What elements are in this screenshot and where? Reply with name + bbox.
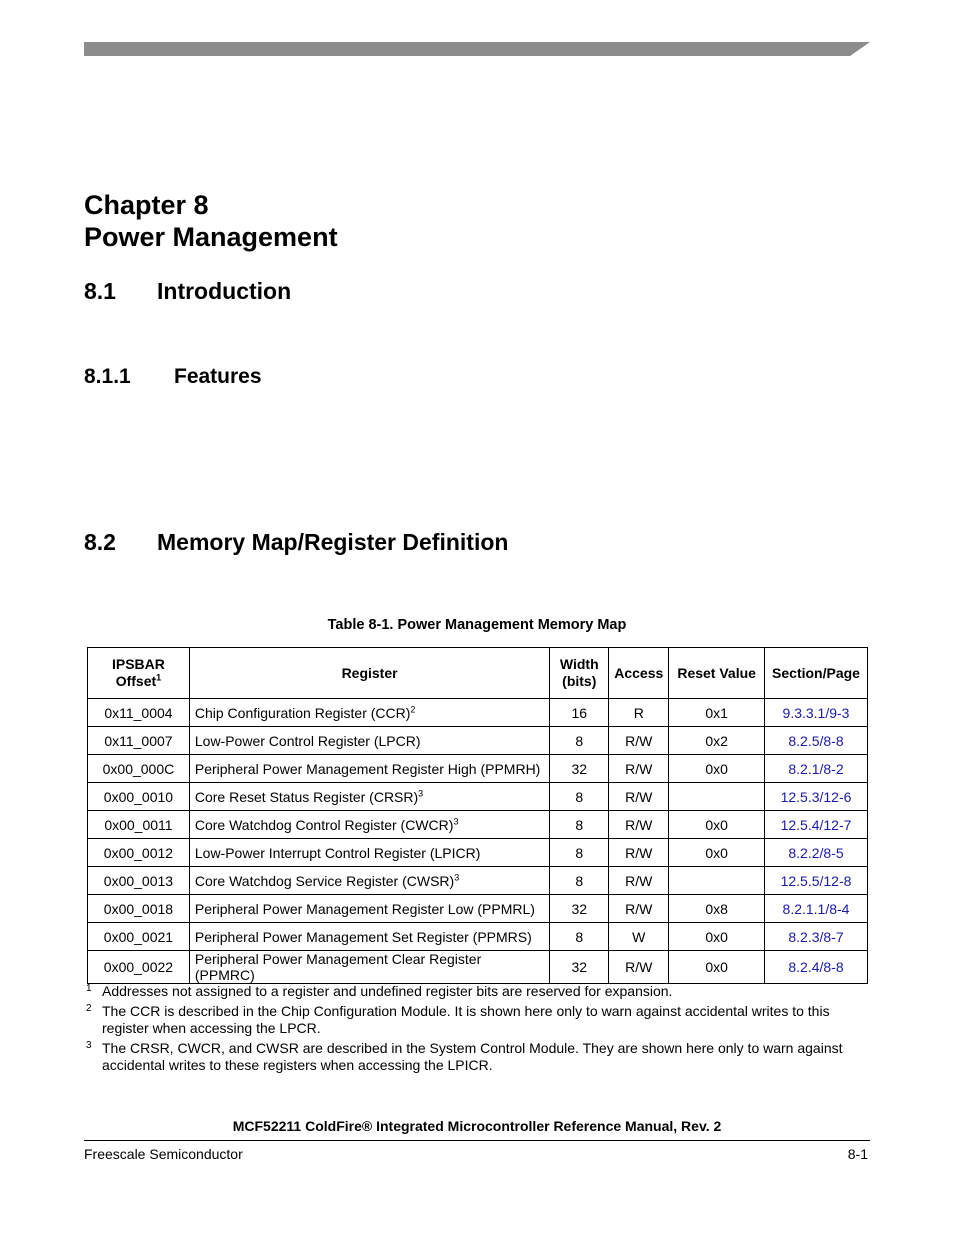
table-row <box>88 755 868 783</box>
footnote-number: 2 <box>86 1003 92 1014</box>
section-heading-8-2 <box>84 528 508 556</box>
cell-access: R/W <box>609 867 669 895</box>
cell-width: 8 <box>550 867 609 895</box>
cell-width: 8 <box>550 783 609 811</box>
section-number: 8.1.1 <box>84 365 131 388</box>
cell-section-link[interactable]: 8.2.5/8-8 <box>765 727 868 755</box>
cell-section-link[interactable]: 12.5.4/12-7 <box>765 811 868 839</box>
cell-access: R/W <box>609 895 669 923</box>
footnote-text: The CRSR, CWCR, and CWSR are described in the System Control Module. They are shown here only to warn against accidental writes to these registers when accessing the LPICR. <box>102 1040 843 1073</box>
table-caption: Table 8-1. Power Management Memory Map <box>327 617 627 633</box>
cell-section-link[interactable]: 8.2.2/8-5 <box>765 839 868 867</box>
footnote-ref: 3 <box>418 787 424 798</box>
cell-offset: 0x00_0012 <box>88 839 190 867</box>
header-bar <box>84 42 870 56</box>
table-row <box>88 951 868 984</box>
cell-access: R/W <box>609 811 669 839</box>
cell-width: 8 <box>550 811 609 839</box>
footnote-ref: 2 <box>410 703 416 714</box>
table-row <box>88 923 868 951</box>
cell-reset-value: 0x0 <box>669 839 765 867</box>
cell-section-link[interactable]: 8.2.1/8-2 <box>765 755 868 783</box>
table-row <box>88 867 868 895</box>
footnote-number: 1 <box>86 983 92 994</box>
cell-reset-value <box>669 867 765 895</box>
cell-offset: 0x00_000C <box>88 755 190 783</box>
section-heading-8-1 <box>84 277 291 305</box>
header-access: Access <box>609 648 669 699</box>
section-title: Features <box>174 365 262 388</box>
footnote-ref: 3 <box>453 815 459 826</box>
table-footnotes <box>84 983 870 1077</box>
cell-width: 32 <box>550 755 609 783</box>
footnote <box>84 1003 870 1037</box>
cell-reset-value: 0x0 <box>669 755 765 783</box>
cell-register: Low-Power Interrupt Control Register (LPICR) <box>189 839 549 867</box>
header-width: Width (bits) <box>550 648 609 699</box>
table-row <box>88 811 868 839</box>
cell-width: 32 <box>550 895 609 923</box>
table-row <box>88 727 868 755</box>
cell-width: 8 <box>550 727 609 755</box>
chapter-name: Power Management <box>84 222 338 252</box>
cell-section-link[interactable]: 9.3.3.1/9-3 <box>765 699 868 727</box>
cell-width: 8 <box>550 923 609 951</box>
cell-reset-value: 0x0 <box>669 923 765 951</box>
footer-company: Freescale Semiconductor <box>84 1146 243 1162</box>
footnote-text: The CCR is described in the Chip Configuration Module. It is shown here only to warn against accidental writes to this register when accessing the LPCR. <box>102 1003 830 1036</box>
section-heading-8-1-1 <box>84 364 262 390</box>
cell-reset-value: 0x8 <box>669 895 765 923</box>
header-reset-value: Reset Value <box>669 648 765 699</box>
cell-reset-value: 0x1 <box>669 699 765 727</box>
cell-section-link[interactable]: 12.5.3/12-6 <box>765 783 868 811</box>
cell-access: W <box>609 923 669 951</box>
memory-map-table <box>87 647 868 984</box>
cell-register: Chip Configuration Register (CCR)$^2$ <box>189 699 549 727</box>
footnote <box>84 1040 870 1074</box>
table-row <box>88 783 868 811</box>
cell-access: R/W <box>609 839 669 867</box>
cell-section-link[interactable]: 8.2.1.1/8-4 <box>765 895 868 923</box>
cell-access: R/W <box>609 783 669 811</box>
cell-width: 8 <box>550 839 609 867</box>
cell-offset: 0x00_0021 <box>88 923 190 951</box>
cell-access: R <box>609 699 669 727</box>
footnote <box>84 983 870 1000</box>
cell-access: R/W <box>609 727 669 755</box>
cell-register: Peripheral Power Management Register Low (PPMRL) <box>189 895 549 923</box>
cell-reset-value: 0x0 <box>669 951 765 984</box>
header-section-page: Section/Page <box>765 648 868 699</box>
cell-offset: 0x11_0004 <box>88 699 190 727</box>
chapter-title <box>84 189 338 253</box>
table-row <box>88 699 868 727</box>
section-number: 8.1 <box>84 278 116 304</box>
section-number: 8.2 <box>84 529 116 555</box>
footnote-number: 3 <box>86 1040 92 1051</box>
footer-manual-title: MCF52211 ColdFire® Integrated Microcontroller Reference Manual, Rev. 2 <box>232 1118 722 1134</box>
header-bar-graphic <box>84 42 870 56</box>
footer-divider <box>84 1140 870 1141</box>
header-register: Register <box>189 648 549 699</box>
cell-register: Core Reset Status Register (CRSR)$^3$ <box>189 783 549 811</box>
cell-width: 16 <box>550 699 609 727</box>
cell-reset-value: 0x0 <box>669 811 765 839</box>
cell-access: R/W <box>609 951 669 984</box>
cell-offset: 0x00_0013 <box>88 867 190 895</box>
footer-page-number: 8-1 <box>847 1146 868 1162</box>
cell-width: 32 <box>550 951 609 984</box>
cell-offset: 0x00_0018 <box>88 895 190 923</box>
cell-reset-value: 0x2 <box>669 727 765 755</box>
cell-reset-value <box>669 783 765 811</box>
cell-offset: 0x11_0007 <box>88 727 190 755</box>
table-row <box>88 839 868 867</box>
cell-register: Peripheral Power Management Clear Register (PPMRC) <box>189 951 549 984</box>
cell-offset: 0x00_0010 <box>88 783 190 811</box>
cell-offset: 0x00_0022 <box>88 951 190 984</box>
cell-register: Core Watchdog Service Register (CWSR)$^3$ <box>189 867 549 895</box>
cell-section-link[interactable]: 8.2.4/8-8 <box>765 951 868 984</box>
cell-offset: 0x00_0011 <box>88 811 190 839</box>
cell-access: R/W <box>609 755 669 783</box>
header-offset: IPSBAR Offset$^1$ <box>88 648 190 699</box>
table-row <box>88 895 868 923</box>
footnote-ref: 3 <box>454 871 460 882</box>
cell-register: Low-Power Control Register (LPCR) <box>189 727 549 755</box>
cell-section-link[interactable]: 8.2.3/8-7 <box>765 923 868 951</box>
table-body <box>88 699 868 984</box>
table-header-row <box>88 648 868 699</box>
section-title: Introduction <box>157 278 292 304</box>
cell-section-link[interactable]: 12.5.5/12-8 <box>765 867 868 895</box>
cell-register: Core Watchdog Control Register (CWCR)$^3$ <box>189 811 549 839</box>
cell-register: Peripheral Power Management Set Register (PPMRS) <box>189 923 549 951</box>
cell-register: Peripheral Power Management Register High (PPMRH) <box>189 755 549 783</box>
footnote-text: Addresses not assigned to a register and undefined register bits are reserved for expansion. <box>102 983 673 999</box>
section-title: Memory Map/Register Definition <box>157 529 509 555</box>
chapter-number: Chapter 8 <box>84 190 209 220</box>
